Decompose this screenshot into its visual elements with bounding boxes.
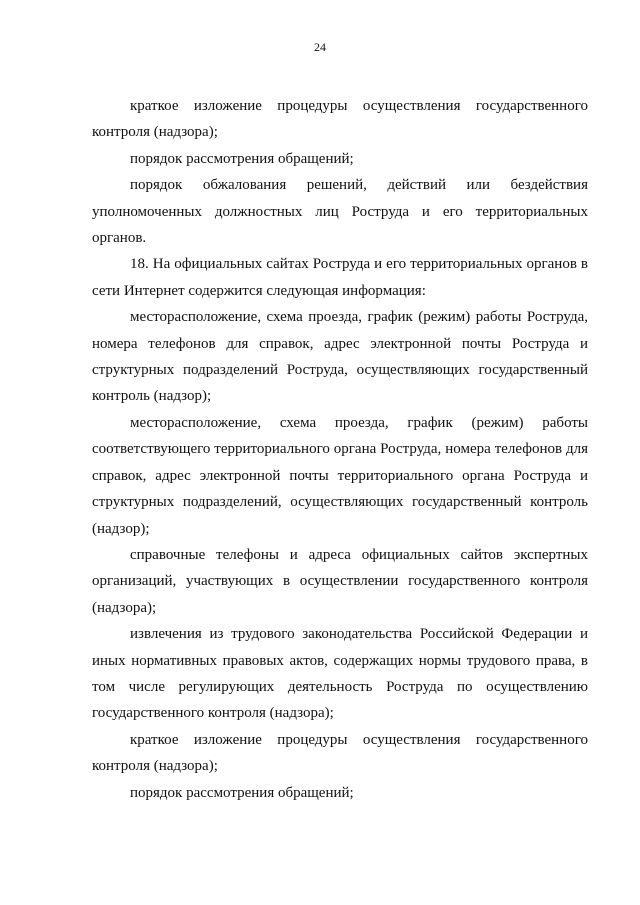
paragraph-section-18: 18. На официальных сайтах Роструда и его территориальных органов в сети Интернет содержится следующая информация: [92, 256, 588, 299]
paragraph-rostrud-location: месторасположение, схема проезда, график (режим) работы Роструда, номера телефонов для справок, адрес электронной почты Роструда и структурных подразделений Роструда, осуществляющих государственный контроль (надзор); [92, 309, 588, 405]
paragraph-procedure-summary: краткое изложение процедуры осуществления государственного контроля (надзора); [92, 98, 588, 141]
paragraph-territorial-location: месторасположение, схема проезда, график (режим) работы соответствующего территориального органа Роструда, номера телефонов для справок, адрес электронной почты территориального органа Роструда и структурных подразделений, осуществляющих государственный контроль (надзор); [92, 414, 588, 537]
paragraph-complaint-order: порядок обжалования решений, действий или бездействия уполномоченных должностных лиц Роструда и его территориальных органов. [92, 177, 588, 247]
document-body [92, 93, 588, 806]
paragraph-expert-organizations: справочные телефоны и адреса официальных сайтов экспертных организаций, участвующих в осуществлении государственного контроля (надзора); [92, 546, 588, 616]
paragraph-appeals-order: порядок рассмотрения обращений; [130, 150, 354, 167]
paragraph-procedure-summary-repeat: краткое изложение процедуры осуществления государственного контроля (надзора); [92, 731, 588, 775]
paragraph-appeals-order-repeat: порядок рассмотрения обращений; [130, 784, 354, 801]
page-number: 24 [314, 40, 326, 54]
paragraph-labor-law-extracts: извлечения из трудового законодательства Российской Федерации и иных нормативных правовых актов, содержащих нормы трудового права, в том числе регулирующих деятельность Роструда по осуществлению государственного контроля (надзора); [92, 626, 588, 722]
